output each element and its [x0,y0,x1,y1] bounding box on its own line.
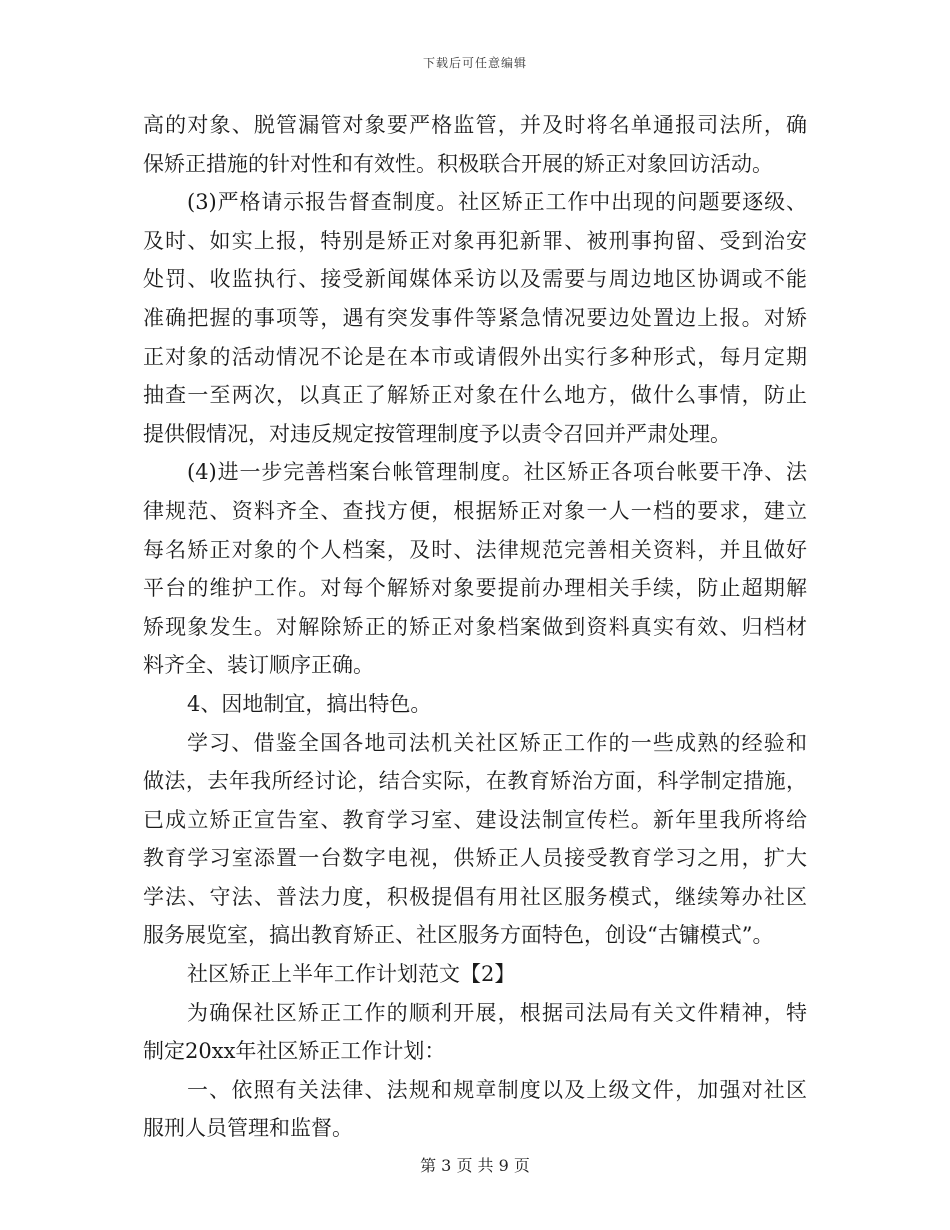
paragraph [143,955,807,994]
paragraph [143,183,807,453]
paragraph [143,453,807,685]
text-line: 律规范、资料齐全、查找方便，根据矫正对象一人一档的要求，建立 [143,498,807,523]
text-line: 保矫正措施的针对性和有效性。积极联合开展的矫正对象回访活动。 [143,151,773,176]
text-line: 学法、守法、普法力度，积极提倡有用社区服务模式，继续筹办社区 [143,884,807,909]
text-line: 高的对象、脱管漏管对象要严格监管，并及时将名单通报司法所，确 [143,113,807,137]
text-line: 制定20xx年社区矫正工作计划： [143,1039,446,1064]
text-line: 料齐全、装订顺序正确。 [143,653,374,678]
text-line: 服刑人员管理和监督。 [143,1116,353,1141]
paragraph [143,106,807,183]
text-line: 学习、借鉴全国各地司法机关社区矫正工作的一些成熟的经验和 [187,730,807,755]
paragraph [143,994,807,1071]
text-line: 为确保社区矫正工作的顺利开展，根据司法局有关文件精神，特 [187,1000,807,1025]
text-line: 正对象的活动情况不论是在本市或请假外出实行多种形式，每月定期 [143,344,807,369]
text-line: (3)严格请示报告督查制度。社区矫正工作中出现的问题要逐级、 [187,190,807,215]
text-line: 社区矫正上半年工作计划范文【2】 [187,962,516,987]
text-line: 服务展览室，搞出教育矫正、社区服务方面特色，创设“古镛模式”。 [143,923,774,948]
text-line: (4)进一步完善档案台帐管理制度。社区矫正各项台帐要干净、法 [187,460,807,485]
paragraph [143,724,807,956]
text-line: 教育学习室添置一台数字电视，供矫正人员接受教育学习之用，扩大 [143,846,807,871]
text-line: 一、依照有关法律、法规和规章制度以及上级文件，加强对社区 [187,1077,807,1102]
page-header: 下载后可任意编辑 [422,56,527,70]
text-line: 处罚、收监执行、接受新闻媒体采访以及需要与周边地区协调或不能 [143,267,807,292]
text-line: 平台的维护工作。对每个解矫对象要提前办理相关手续，防止超期解 [143,576,807,601]
text-line: 做法，去年我所经讨论，结合实际，在教育矫治方面，科学制定措施， [143,769,807,794]
text-line: 提供假情况，对违反规定按管理制度予以责令召回并严肃处理。 [143,421,731,446]
paragraph [143,685,807,724]
text-line: 准确把握的事项等，遇有突发事件等紧急情况要边处置边上报。对矫 [143,305,807,330]
text-line: 每名矫正对象的个人档案，及时、法律规范完善相关资料，并且做好 [143,537,807,562]
page-footer: 第 3 页 共 9 页 [420,1156,530,1175]
paragraph [143,1071,807,1148]
text-line: 抽查一至两次，以真正了解矫正对象在什么地方，做什么事情，防止 [143,383,807,408]
document-body [143,106,807,1148]
text-line: 4、因地制宜，搞出特色。 [187,691,432,716]
text-line: 已成立矫正宣告室、教育学习室、建设法制宣传栏。新年里我所将给 [143,807,807,832]
text-line: 矫现象发生。对解除矫正的矫正对象档案做到资料真实有效、归档材 [143,614,807,639]
text-line: 及时、如实上报，特别是矫正对象再犯新罪、被刑事拘留、受到治安 [143,228,807,253]
